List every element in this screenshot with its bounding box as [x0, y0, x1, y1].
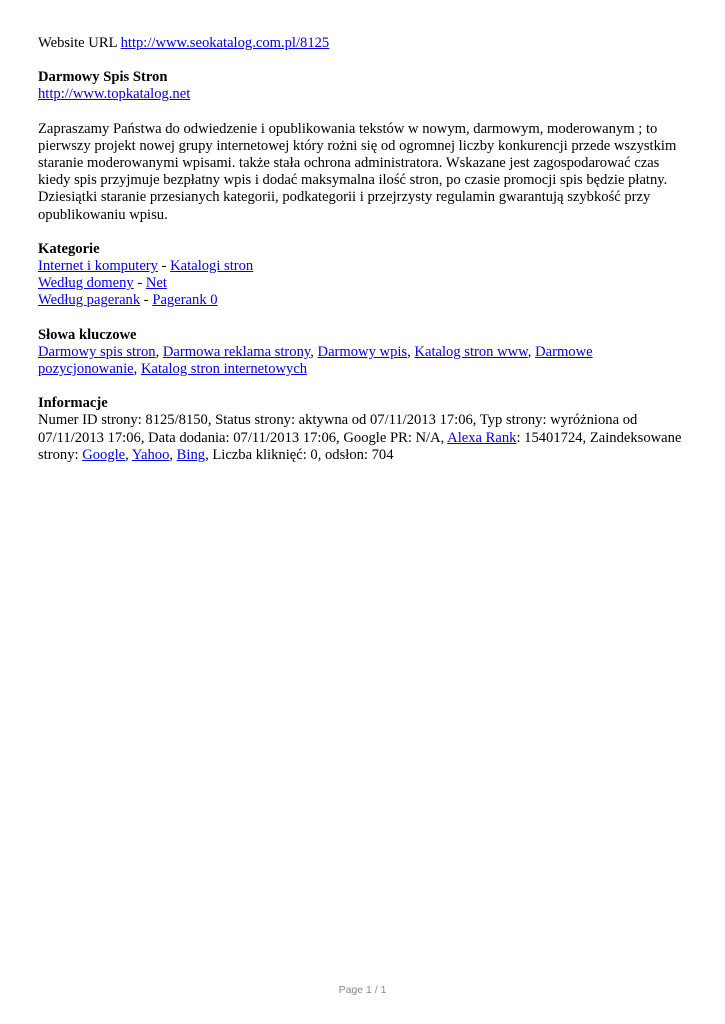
site-description: Zapraszamy Państwa do odwiedzenie i opublikowania tekstów w nowym, darmowym, moderowanym ; to pierwszy projekt nowej grupy internetowej który rożni się od ogromnej liczby konkurencji przede wszystkim staranie moderowanymi wpisami. także stała ochrona administratora. Wskazane jest zagospodarować czas kiedy spis przyjmuje bezpłatny wpis i dodać maksymalna ilość stron, po czasie promocji spis będzie płatny. Dziesiątki staranie przesianych kategorii, podkategorii i przejrzysty regulamin gwarantują szybkość przy opublikowaniu wpisu.: [38, 120, 677, 223]
info-text-end: , Liczba kliknięć: 0, odsłon: 704: [205, 446, 394, 463]
keywords-section: [38, 327, 693, 379]
info-section: [38, 395, 693, 464]
keyword-separator: ,: [133, 361, 141, 378]
keywords-heading: Słowa kluczowe: [38, 326, 137, 343]
site-url-link[interactable]: http://www.topkatalog.net: [38, 86, 191, 103]
info-heading: Informacje: [38, 395, 108, 412]
subcategory-link[interactable]: Katalogi stron: [170, 258, 254, 275]
google-link[interactable]: Google: [82, 446, 126, 463]
description-section: [38, 121, 693, 224]
document-body: [38, 35, 693, 481]
info-text: [38, 412, 693, 464]
info-text-start: Numer ID strony: 8125/8150, Status strony: aktywna od 07/11/2013 17:06, Typ strony: wyróżniona od 07/11/2013 17:06, Data dodania: 07/11/2013 17:06, Google PR: N/A,: [38, 412, 638, 446]
category-link[interactable]: Według domeny: [38, 275, 134, 292]
keyword-separator: ,: [407, 343, 415, 360]
site-section: [38, 69, 693, 103]
keyword-separator: ,: [155, 343, 163, 360]
keyword-link[interactable]: Darmowe pozycjonowanie: [38, 343, 593, 378]
category-link[interactable]: Internet i komputery: [38, 258, 158, 275]
category-separator: -: [157, 258, 171, 275]
keyword-link[interactable]: Darmowy spis stron: [38, 343, 156, 360]
categories-heading: Kategorie: [38, 240, 100, 257]
category-separator: -: [133, 275, 146, 292]
keyword-link[interactable]: Katalog stron internetowych: [140, 361, 308, 378]
website-url-link[interactable]: http://www.seokatalog.com.pl/8125: [120, 35, 330, 51]
category-separator: -: [140, 292, 153, 309]
keyword-link[interactable]: Darmowa reklama strony: [162, 343, 311, 360]
keyword-separator: ,: [527, 343, 536, 360]
subcategory-link[interactable]: Net: [145, 275, 167, 292]
alexa-rank-link[interactable]: Alexa Rank: [447, 429, 517, 446]
subcategory-link[interactable]: Pagerank 0: [152, 292, 218, 309]
info-separator: ,: [125, 446, 132, 463]
info-separator: ,: [169, 446, 177, 463]
categories-section: [38, 241, 693, 310]
category-row: [38, 275, 693, 292]
category-link[interactable]: Według pagerank: [38, 292, 141, 309]
yahoo-link[interactable]: Yahoo: [131, 446, 170, 463]
keyword-link[interactable]: Darmowy wpis: [317, 343, 408, 360]
keyword-separator: ,: [310, 343, 318, 360]
info-text-middle: : 15401724, Zaindeksowane strony:: [38, 429, 682, 463]
category-row: [38, 292, 693, 309]
site-title: Darmowy Spis Stron: [38, 69, 168, 86]
bing-link[interactable]: Bing: [176, 446, 206, 463]
keywords-list: [38, 344, 693, 378]
website-url-line: [38, 35, 693, 52]
website-url-label: Website URL: [38, 35, 117, 51]
keyword-link[interactable]: Katalog stron www: [414, 343, 528, 360]
category-row: [38, 258, 693, 275]
page-number: Page 1 / 1: [338, 984, 387, 996]
